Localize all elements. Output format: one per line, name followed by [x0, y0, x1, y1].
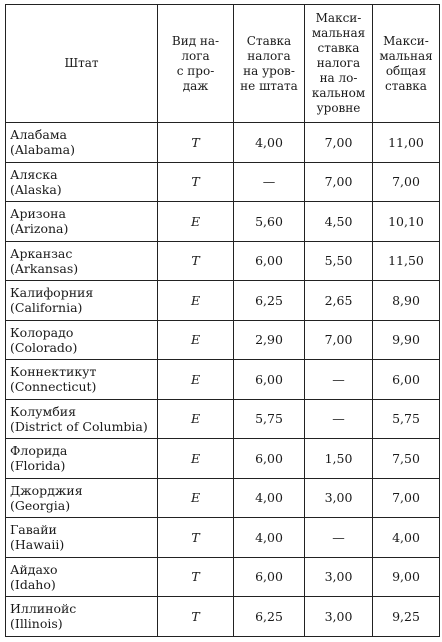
state-name-cell [6, 202, 158, 242]
max-local-rate-cell: — [305, 518, 373, 558]
state-name-en: (District of Columbia) [10, 418, 148, 434]
state-name-cell [6, 123, 158, 163]
state-rate-cell: 2,90 [234, 320, 305, 360]
tax-type-cell: E [158, 399, 234, 439]
table-row [6, 241, 440, 281]
max-total-rate-cell: 9,90 [373, 320, 440, 360]
state-name-cell [6, 241, 158, 281]
state-rate-cell: 6,00 [234, 557, 305, 597]
state-name-ru: Калифорния [10, 285, 94, 301]
tax-type-cell: E [158, 320, 234, 360]
tax-type-cell: T [158, 518, 234, 558]
state-name-cell [6, 478, 158, 518]
max-total-rate-cell: 11,00 [373, 123, 440, 163]
table-row [6, 162, 440, 202]
header-row [6, 5, 440, 123]
table-row [6, 518, 440, 558]
tax-type-cell: T [158, 597, 234, 637]
tax-type-cell: E [158, 202, 234, 242]
table-row [6, 399, 440, 439]
max-local-rate-cell: 3,00 [305, 597, 373, 637]
state-rate-cell: — [234, 162, 305, 202]
state-name-ru: Джорджия [10, 482, 83, 498]
state-name-ru: Гавайи [10, 522, 57, 538]
max-total-rate-cell: 6,00 [373, 360, 440, 400]
table-row [6, 597, 440, 637]
table-row [6, 123, 440, 163]
max-local-rate-cell: 5,50 [305, 241, 373, 281]
max-local-rate-cell: 3,00 [305, 557, 373, 597]
max-local-rate-cell: 3,00 [305, 478, 373, 518]
header-max-local-rate: Макси- мальная ставка налога на ло- кальном уровне [305, 5, 373, 123]
table-header [6, 5, 440, 123]
max-total-rate-cell: 4,00 [373, 518, 440, 558]
state-name-cell [6, 518, 158, 558]
state-name-cell [6, 557, 158, 597]
max-total-rate-cell: 9,25 [373, 597, 440, 637]
max-local-rate-cell: 7,00 [305, 123, 373, 163]
max-total-rate-cell: 9,00 [373, 557, 440, 597]
max-total-rate-cell: 8,90 [373, 281, 440, 321]
table-row [6, 202, 440, 242]
table-row [6, 320, 440, 360]
tax-type-cell: T [158, 241, 234, 281]
max-local-rate-cell: 2,65 [305, 281, 373, 321]
max-local-rate-cell: 7,00 [305, 320, 373, 360]
state-name-ru: Флорида [10, 443, 68, 459]
state-name-en: (Hawaii) [10, 537, 65, 553]
table-row [6, 439, 440, 479]
state-name-en: (Idaho) [10, 576, 56, 592]
state-name-en: (Alabama) [10, 142, 75, 158]
max-total-rate-cell: 7,00 [373, 478, 440, 518]
state-name-ru: Алабама [10, 127, 68, 143]
max-total-rate-cell: 7,00 [373, 162, 440, 202]
state-name-ru: Аризона [10, 206, 66, 222]
state-name-cell [6, 281, 158, 321]
header-state: Штат [6, 5, 158, 123]
state-name-ru: Айдахо [10, 561, 58, 577]
header-tax-type: Вид на- лога с про- даж [158, 5, 234, 123]
header-max-total-rate: Макси- мальная общая ставка [373, 5, 440, 123]
sales-tax-table [5, 4, 440, 637]
tax-type-cell: T [158, 123, 234, 163]
tax-type-cell: E [158, 478, 234, 518]
state-name-cell [6, 439, 158, 479]
tax-type-cell: E [158, 281, 234, 321]
state-name-en: (Arkansas) [10, 260, 79, 276]
max-total-rate-cell: 11,50 [373, 241, 440, 281]
state-name-cell [6, 399, 158, 439]
max-total-rate-cell: 10,10 [373, 202, 440, 242]
state-rate-cell: 5,75 [234, 399, 305, 439]
state-name-ru: Колумбия [10, 403, 76, 419]
table-row [6, 478, 440, 518]
state-rate-cell: 6,00 [234, 360, 305, 400]
state-rate-cell: 4,00 [234, 518, 305, 558]
state-name-cell [6, 162, 158, 202]
table-row [6, 360, 440, 400]
state-name-en: (Connecticut) [10, 379, 97, 395]
tax-type-cell: T [158, 162, 234, 202]
state-rate-cell: 6,25 [234, 281, 305, 321]
state-name-ru: Аляска [10, 166, 58, 182]
tax-type-cell: T [158, 557, 234, 597]
state-rate-cell: 5,60 [234, 202, 305, 242]
state-name-en: (Illinois) [10, 616, 63, 632]
state-name-en: (Alaska) [10, 181, 62, 197]
state-rate-cell: 6,00 [234, 439, 305, 479]
table-body [6, 123, 440, 637]
state-name-cell [6, 360, 158, 400]
state-rate-cell: 6,00 [234, 241, 305, 281]
max-total-rate-cell: 7,50 [373, 439, 440, 479]
max-local-rate-cell: 4,50 [305, 202, 373, 242]
max-local-rate-cell: 1,50 [305, 439, 373, 479]
state-rate-cell: 4,00 [234, 123, 305, 163]
tax-type-cell: E [158, 439, 234, 479]
table-row [6, 557, 440, 597]
state-name-ru: Арканзас [10, 245, 73, 261]
max-local-rate-cell: — [305, 360, 373, 400]
max-local-rate-cell: — [305, 399, 373, 439]
header-state-rate: Ставка налога на уров- не штата [234, 5, 305, 123]
state-name-en: (California) [10, 300, 83, 316]
state-name-en: (Colorado) [10, 339, 78, 355]
state-rate-cell: 6,25 [234, 597, 305, 637]
state-rate-cell: 4,00 [234, 478, 305, 518]
tax-type-cell: E [158, 360, 234, 400]
state-name-en: (Arizona) [10, 221, 69, 237]
state-name-ru: Иллинойс [10, 601, 77, 617]
table-row [6, 281, 440, 321]
max-total-rate-cell: 5,75 [373, 399, 440, 439]
state-name-en: (Georgia) [10, 497, 71, 513]
state-name-en: (Florida) [10, 458, 66, 474]
state-name-ru: Коннектикут [10, 364, 97, 380]
state-name-cell [6, 597, 158, 637]
state-name-ru: Колорадо [10, 324, 74, 340]
state-name-cell [6, 320, 158, 360]
max-local-rate-cell: 7,00 [305, 162, 373, 202]
